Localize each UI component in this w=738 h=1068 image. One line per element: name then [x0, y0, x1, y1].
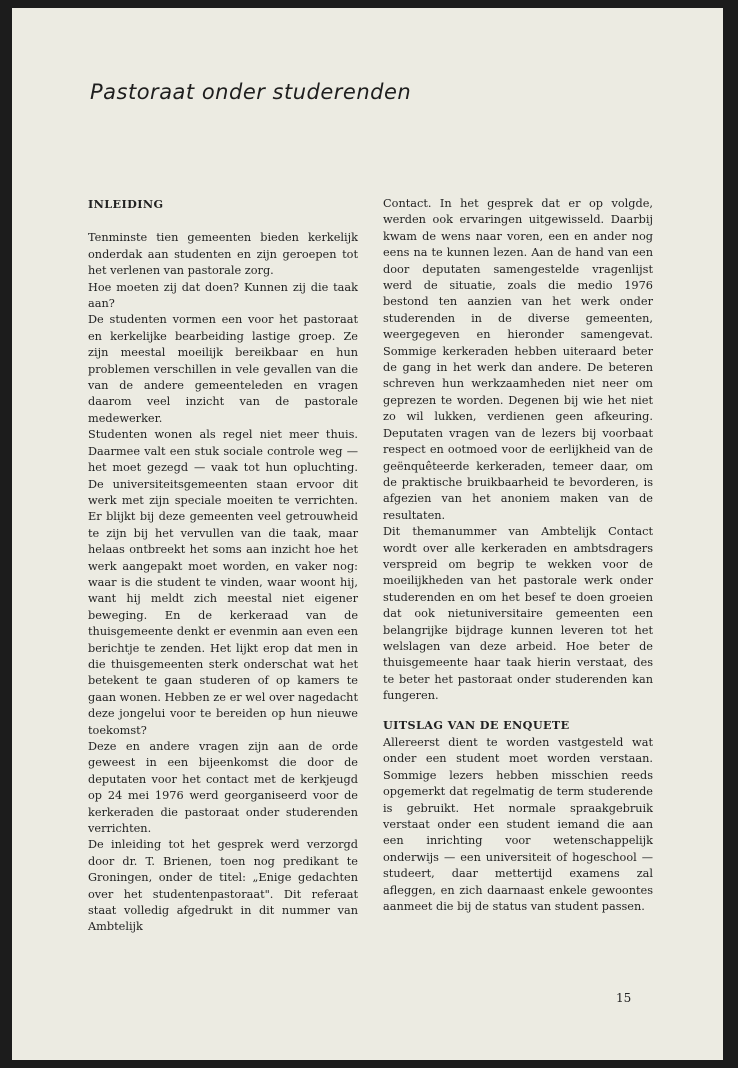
- right-column: [383, 196, 653, 915]
- left-column: [88, 196, 358, 936]
- paragraph: Contact. In het gesprek dat er op volgde, werden ook ervaringen uitgewisseld. Daarbij kwam de wens naar voren, een en ander nog eens na te kunnen lezen. Aan de hand van een door deputaten samengestelde vragenlijst werd de situatie, zoals die medio 1976 bestond ten aanzien van het werk onder studerenden in de diverse gemeenten, weergegeven en hieronder samengevat. Sommige kerkeraden hebben uiteraard beter de gang in het werk dan andere. De beteren schreven hun werkzaamheden niet neer om geprezen te worden. Degenen bij wie het niet zo wil lukken, verdienen geen afkeuring. Deputaten vragen van de lezers bij voorbaat respect en ootmoed voor de eerlijkheid van de geënquêteerde kerkeraden, temeer daar, om de praktische bruikbaarheid te bevorderen, is afgezien van het anoniem maken van de resultaten.: [383, 197, 653, 522]
- paragraph: Hoe moeten zij dat doen? Kunnen zij die taak aan?: [88, 280, 358, 311]
- section-heading-inleiding: INLEIDING: [88, 197, 164, 211]
- paragraph: De inleiding tot het gesprek werd verzorgd door dr. T. Brienen, toen nog predikant te Groningen, onder de titel: „Enige gedachten over het studentenpastoraat". Dit referaat staat volledig afgedrukt in dit nummer van Ambtelijk: [88, 838, 358, 934]
- paragraph: Deze en andere vragen zijn aan de orde geweest in een bijeenkomst die door de deputaten voor het contact met de kerkjeugd op 24 mei 1976 werd georganiseerd voor de kerkeraden die pastoraat onder studerenden verrichten.: [88, 740, 358, 836]
- paragraph: Dit themanummer van Ambtelijk Contact wordt over alle kerkeraden en ambtsdragers verspreid om begrip te wekken voor de moeilijkheden van het pastorale werk onder studerenden en om het besef te doen groeien dat ook nietuniversitaire gemeenten een belangrijke bijdrage kunnen leveren tot het welslagen van deze arbeid. Hoe beter de thuisgemeente haar taak hierin verstaat, des te beter het pastoraat onder studerenden kan fungeren.: [383, 525, 653, 703]
- page-title: Pastoraat onder studerenden: [90, 80, 412, 104]
- paragraph: Allereerst dient te worden vastgesteld wat onder een student moet worden verstaan. Sommige lezers hebben misschien reeds opgemerkt dat regelmatig de term studerende is gebruikt. Het normale spraakgebruik verstaat onder een student iemand die aan een inrichting voor wetenschappelijk onderwijs — een universiteit of hogeschool — studeert, daar mettertijd examens zal afleggen, en zich daarnaast enkele gewoontes aanmeet die bij de status van student passen.: [383, 736, 653, 914]
- section-heading-uitslag: UITSLAG VAN DE ENQUETE: [383, 717, 570, 732]
- document-page: [12, 8, 723, 1060]
- paragraph: Studenten wonen als regel niet meer thuis. Daarmee valt een stuk sociale controle weg — het moet gezegd — vaak tot hun opluchting. De universiteitsgemeenten staan ervoor dit werk met zijn speciale moeiten te verrichten. Er blijkt bij deze gemeenten veel getrouwheid te zijn bij het vervullen van die taak, maar helaas ontbreekt het soms aan inzicht hoe het werk aangepakt moet worden, en vaker nog: waar is die student te vinden, waar woont hij, want hij meldt zich meestal niet eigener beweging. En de kerkeraad van de thuisgemeente denkt er evenmin aan even een berichtje te zenden. Het lijkt erop dat men in die thuisgemeenten sterk onderschat wat het betekent te gaan studeren of op kamers te gaan wonen. Hebben ze er wel over nagedacht deze jongelui voor te bereiden op hun nieuwe toekomst?: [88, 428, 358, 737]
- page-number: 15: [616, 991, 632, 1005]
- paragraph: Tenminste tien gemeenten bieden kerkelijk onderdak aan studenten en zijn geroepen tot het verlenen van pastorale zorg.: [88, 231, 358, 278]
- paragraph: De studenten vormen een voor het pastoraat en kerkelijke bearbeiding lastige groep. Ze zijn meestal moeilijk bereikbaar en hun problemen verschillen in vele gevallen van die van de andere gemeenteleden en vragen daarom veel inzicht van de pastorale medewerker.: [88, 313, 358, 425]
